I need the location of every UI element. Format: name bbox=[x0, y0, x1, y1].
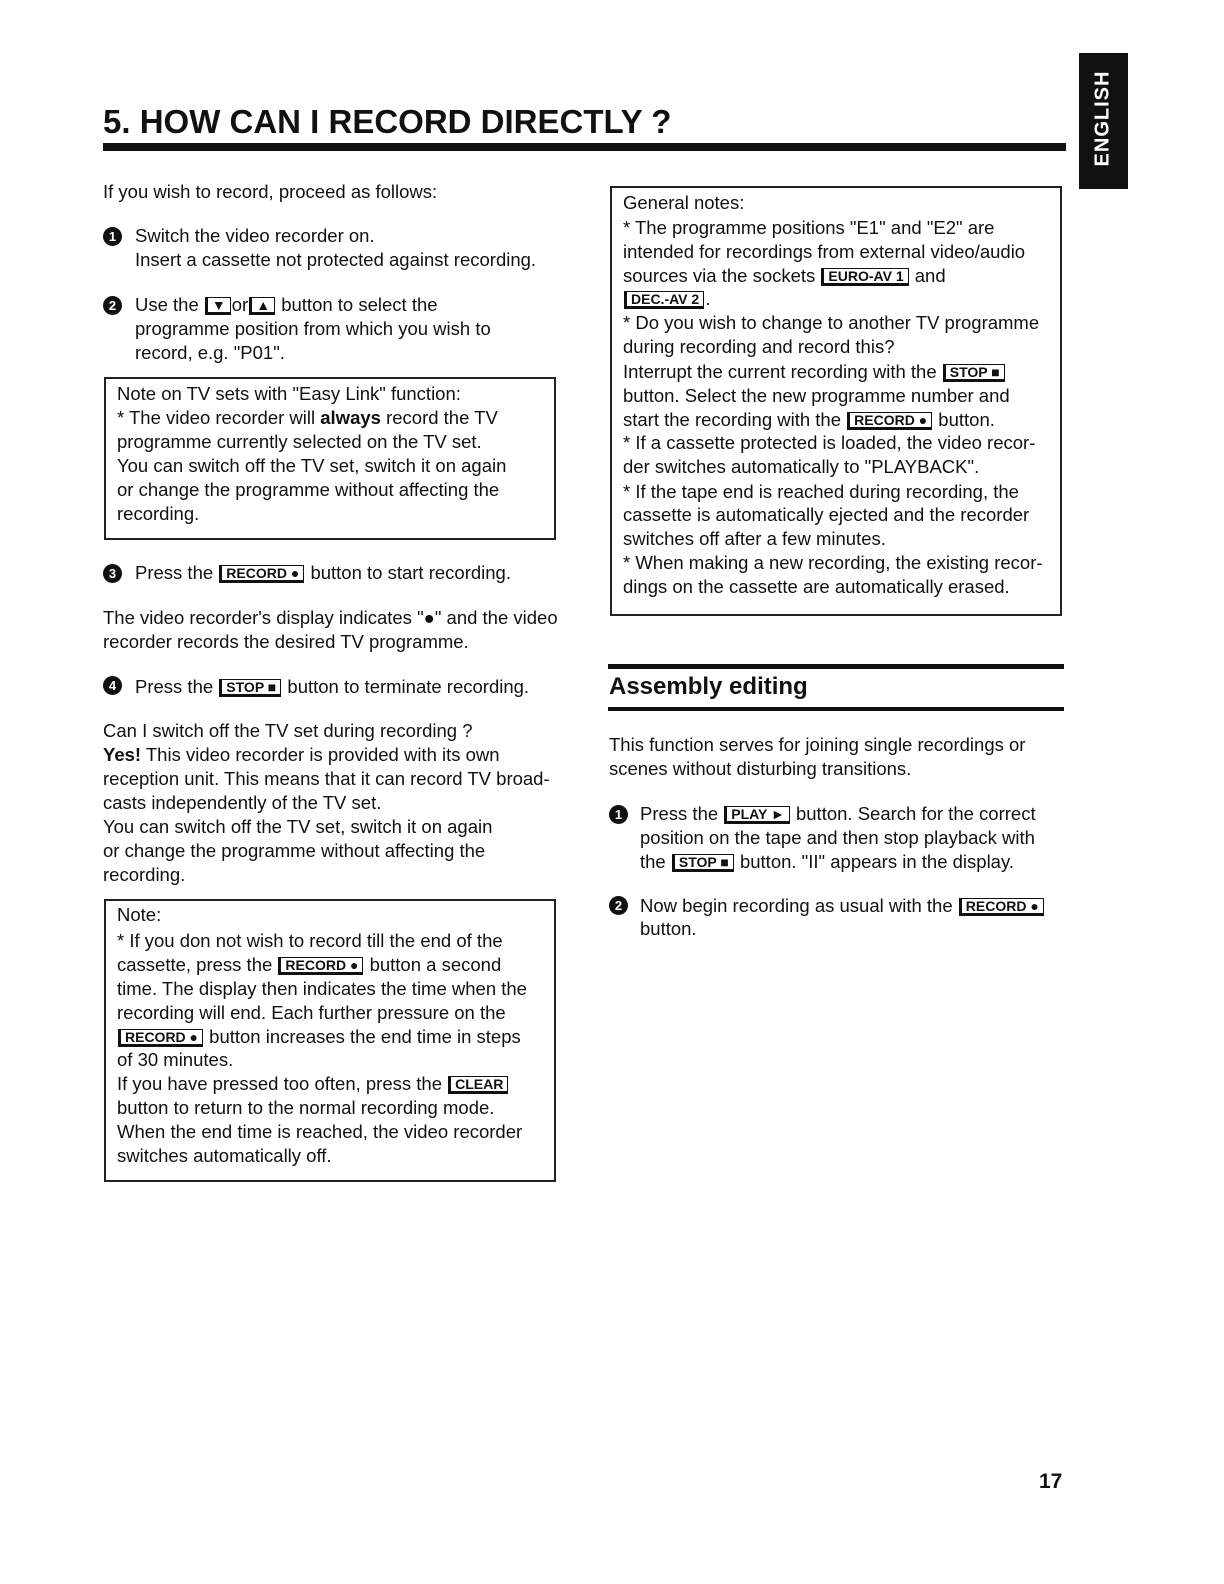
step-number-icon: 2 bbox=[103, 296, 122, 315]
step2-line bbox=[135, 293, 438, 317]
text: the bbox=[640, 851, 666, 872]
box-line bbox=[117, 1072, 509, 1096]
box-line: button to return to the normal recording mode. bbox=[117, 1097, 495, 1118]
emphasis: always bbox=[320, 407, 381, 428]
page-number: 17 bbox=[1039, 1470, 1063, 1493]
para-line bbox=[103, 743, 500, 767]
box-line: General notes: bbox=[623, 192, 745, 213]
box-line bbox=[623, 287, 710, 311]
stop-button-key: STOP ■ bbox=[672, 854, 734, 872]
para-line: recording. bbox=[103, 864, 186, 885]
box-line bbox=[117, 953, 501, 977]
box-line bbox=[623, 264, 946, 288]
text: and bbox=[914, 265, 946, 286]
step-number-icon: 2 bbox=[609, 896, 628, 915]
box-line bbox=[623, 360, 1006, 384]
step-number-icon: 4 bbox=[103, 676, 122, 695]
record-button-key: RECORD ● bbox=[959, 898, 1044, 916]
para-line: or change the programme without affecting the bbox=[103, 840, 486, 861]
text: Interrupt the current recording with the bbox=[623, 361, 937, 382]
assembly-step2-line: button. bbox=[640, 918, 697, 939]
record-button-key: RECORD ● bbox=[847, 412, 932, 430]
box-line: recording will end. Each further pressure on the bbox=[117, 1002, 506, 1023]
box-line: switches automatically off. bbox=[117, 1145, 332, 1166]
para-line: You can switch off the TV set, switch it on again bbox=[103, 816, 493, 837]
box-line: You can switch off the TV set, switch it on again bbox=[117, 455, 507, 476]
box-line: * When making a new recording, the existing recor- bbox=[623, 552, 1043, 573]
text: or bbox=[231, 294, 249, 315]
box-line: * If the tape end is reached during recording, the bbox=[623, 481, 1019, 502]
step2-line: record, e.g. "P01". bbox=[135, 342, 285, 363]
text: This video recorder is provided with its own bbox=[145, 744, 500, 765]
text: Now begin recording as usual with the bbox=[640, 895, 953, 916]
box-line: * If you don not wish to record till the end of the bbox=[117, 930, 503, 951]
text: Press the bbox=[135, 676, 214, 697]
box-line bbox=[117, 406, 498, 430]
stop-button-key: STOP ■ bbox=[943, 364, 1005, 382]
down-button-key: ▼ bbox=[205, 297, 231, 315]
box-line: dings on the cassette are automatically erased. bbox=[623, 576, 1010, 597]
text: If you have pressed too often, press the bbox=[117, 1073, 442, 1094]
box-line: during recording and record this? bbox=[623, 336, 895, 357]
section-heading: Assembly editing bbox=[609, 673, 808, 700]
box-line: of 30 minutes. bbox=[117, 1049, 234, 1070]
clear-button-key: CLEAR bbox=[448, 1076, 508, 1094]
box-line: cassette is automatically ejected and the recorder bbox=[623, 504, 1030, 525]
para-line: scenes without disturbing transitions. bbox=[609, 758, 912, 779]
para-line: reception unit. This means that it can record TV broad- bbox=[103, 768, 550, 789]
assembly-step2-line bbox=[640, 894, 1045, 918]
text: record the TV bbox=[386, 407, 498, 428]
language-tab bbox=[1079, 53, 1128, 189]
para-line: This function serves for joining single recordings or bbox=[609, 734, 1026, 755]
record-button-key: RECORD ● bbox=[219, 565, 304, 583]
assembly-step1-line bbox=[640, 850, 1014, 874]
text: button. Search for the correct bbox=[795, 803, 1036, 824]
text: button increases the end time in steps bbox=[209, 1026, 521, 1047]
step-number-icon: 1 bbox=[609, 805, 628, 824]
box-line: intended for recordings from external video/audio bbox=[623, 241, 1026, 262]
up-button-key: ▲ bbox=[249, 297, 275, 315]
text: button. bbox=[938, 409, 995, 430]
para-line: Can I switch off the TV set during recording ? bbox=[103, 720, 473, 741]
box-line: When the end time is reached, the video recorder bbox=[117, 1121, 523, 1142]
para-line: recorder records the desired TV programme. bbox=[103, 631, 469, 652]
box-line: der switches automatically to "PLAYBACK". bbox=[623, 456, 980, 477]
text: Press the bbox=[640, 803, 719, 824]
play-button-key: PLAY ► bbox=[724, 806, 790, 824]
text: Press the bbox=[135, 562, 214, 583]
box-line: * If a cassette protected is loaded, the video recor- bbox=[623, 432, 1036, 453]
box-line bbox=[623, 408, 995, 432]
box-line: time. The display then indicates the time when the bbox=[117, 978, 527, 999]
box-line: or change the programme without affecting the bbox=[117, 479, 500, 500]
section-rule-top bbox=[608, 664, 1064, 669]
text: button to start recording. bbox=[310, 562, 511, 583]
box-line: Note on TV sets with "Easy Link" function: bbox=[117, 383, 461, 404]
text: button to terminate recording. bbox=[287, 676, 530, 697]
step4-line bbox=[135, 675, 529, 699]
text: cassette, press the bbox=[117, 954, 273, 975]
text: start the recording with the bbox=[623, 409, 841, 430]
para-line: casts independently of the TV set. bbox=[103, 792, 382, 813]
text: sources via the sockets bbox=[623, 265, 816, 286]
dec-av2-socket-key: DEC.-AV 2 bbox=[624, 291, 704, 309]
assembly-step1-line bbox=[640, 802, 1036, 826]
record-button-key: RECORD ● bbox=[278, 957, 363, 975]
language-tab-label: ENGLISH bbox=[1091, 70, 1114, 167]
box-line: button. Select the new programme number and bbox=[623, 385, 1010, 406]
step1-line: Insert a cassette not protected against recording. bbox=[135, 249, 537, 270]
text: Use the bbox=[135, 294, 199, 315]
box-line bbox=[117, 1025, 521, 1049]
step1-line: Switch the video recorder on. bbox=[135, 225, 375, 246]
text: button a second bbox=[369, 954, 502, 975]
step-number-icon: 1 bbox=[103, 227, 122, 246]
assembly-step1-line: position on the tape and then stop playback with bbox=[640, 827, 1035, 848]
box-line: recording. bbox=[117, 503, 200, 524]
intro-text: If you wish to record, proceed as follows: bbox=[103, 181, 438, 202]
text: . bbox=[705, 288, 711, 309]
text: * The video recorder will bbox=[117, 407, 316, 428]
box-line: programme currently selected on the TV set. bbox=[117, 431, 482, 452]
step-number-icon: 3 bbox=[103, 564, 122, 583]
para-line: The video recorder's display indicates "●" and the video bbox=[103, 607, 558, 628]
page-title: 5. HOW CAN I RECORD DIRECTLY ? bbox=[103, 103, 672, 140]
record-button-key: RECORD ● bbox=[118, 1029, 203, 1047]
step2-line: programme position from which you wish to bbox=[135, 318, 491, 339]
step3-line bbox=[135, 561, 511, 585]
box-line: * Do you wish to change to another TV programme bbox=[623, 312, 1040, 333]
text: button. "II" appears in the display. bbox=[739, 851, 1014, 872]
emphasis: Yes! bbox=[103, 744, 142, 765]
box-line: switches off after a few minutes. bbox=[623, 528, 886, 549]
euro-av1-socket-key: EURO-AV 1 bbox=[821, 268, 908, 286]
box-line: * The programme positions "E1" and "E2" are bbox=[623, 217, 995, 238]
text: button to select the bbox=[281, 294, 438, 315]
stop-button-key: STOP ■ bbox=[219, 679, 281, 697]
title-rule bbox=[103, 143, 1066, 151]
section-rule-bottom bbox=[608, 707, 1064, 711]
box-line: Note: bbox=[117, 904, 162, 925]
